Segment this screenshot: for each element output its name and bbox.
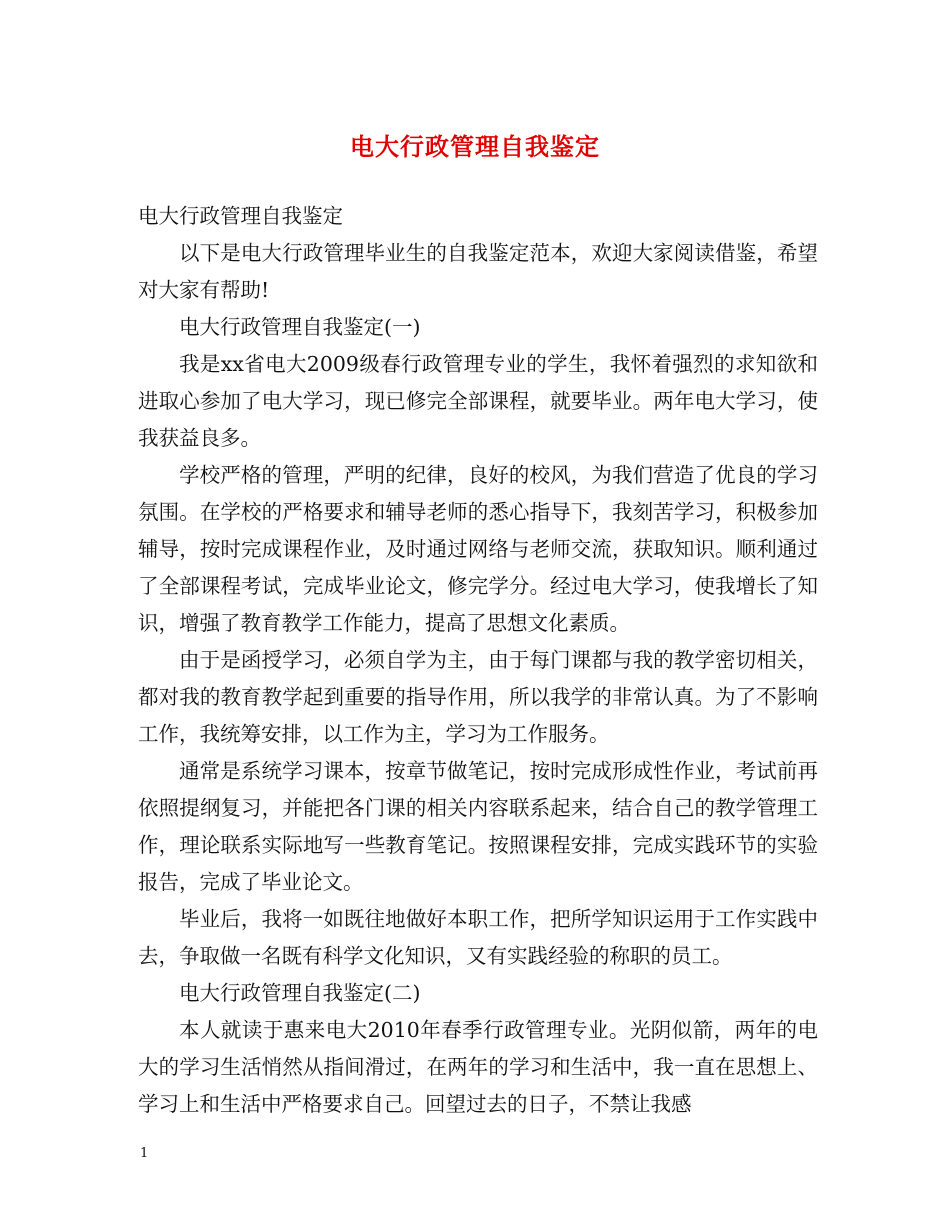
paragraph: 我是xx省电大2009级春行政管理专业的学生，我怀着强烈的求知欲和进取心参加了电大学习，现已修完全部课程，就要毕业。两年电大学习，使我获益良多。 [138, 352, 818, 450]
paragraph: 通常是系统学习课本，按章节做笔记，按时完成形成性作业，考试前再依照提纲复习，并能把各门课的相关内容联系起来，结合自己的教学管理工作，理论联系实际地写一些教育笔记。按照课程安排，完成实践环节的实验报告，完成了毕业论文。 [138, 759, 818, 894]
paragraph-intro: 以下是电大行政管理毕业生的自我鉴定范本，欢迎大家阅读借鉴，希望对大家有帮助! [138, 241, 818, 302]
paragraph-heading: 电大行政管理自我鉴定 [138, 204, 343, 228]
section-heading-one: 电大行政管理自我鉴定(一) [179, 315, 421, 339]
paragraph: 毕业后，我将一如既往地做好本职工作，把所学知识运用于工作实践中去，争取做一名既有科学文化知识，又有实践经验的称职的员工。 [138, 907, 818, 968]
paragraph: 学校严格的管理，严明的纪律，良好的校风，为我们营造了优良的学习氛围。在学校的严格要求和辅导老师的悉心指导下，我刻苦学习，积极参加辅导，按时完成课程作业，及时通过网络与老师交流，获取知识。顺利通过了全部课程考试，完成毕业论文，修完学分。经过电大学习，使我增长了知识，增强了教育教学工作能力，提高了思想文化素质。 [138, 463, 818, 635]
page-number: 1 [140, 1146, 149, 1161]
document-title: 电大行政管理自我鉴定 [350, 132, 600, 161]
document-body [138, 198, 818, 1123]
section-heading-two: 电大行政管理自我鉴定(二) [179, 981, 421, 1005]
paragraph: 本人就读于惠来电大2010年春季行政管理专业。光阴似箭，两年的电大的学习生活悄然从指间滑过，在两年的学习和生活中，我一直在思想上、学习上和生活中严格要求自己。回望过去的日子，不禁让我感 [138, 1018, 818, 1116]
paragraph: 由于是函授学习，必须自学为主，由于每门课都与我的教学密切相关，都对我的教育教学起到重要的指导作用，所以我学的非常认真。为了不影响工作，我统筹安排，以工作为主，学习为工作服务。 [138, 648, 818, 746]
